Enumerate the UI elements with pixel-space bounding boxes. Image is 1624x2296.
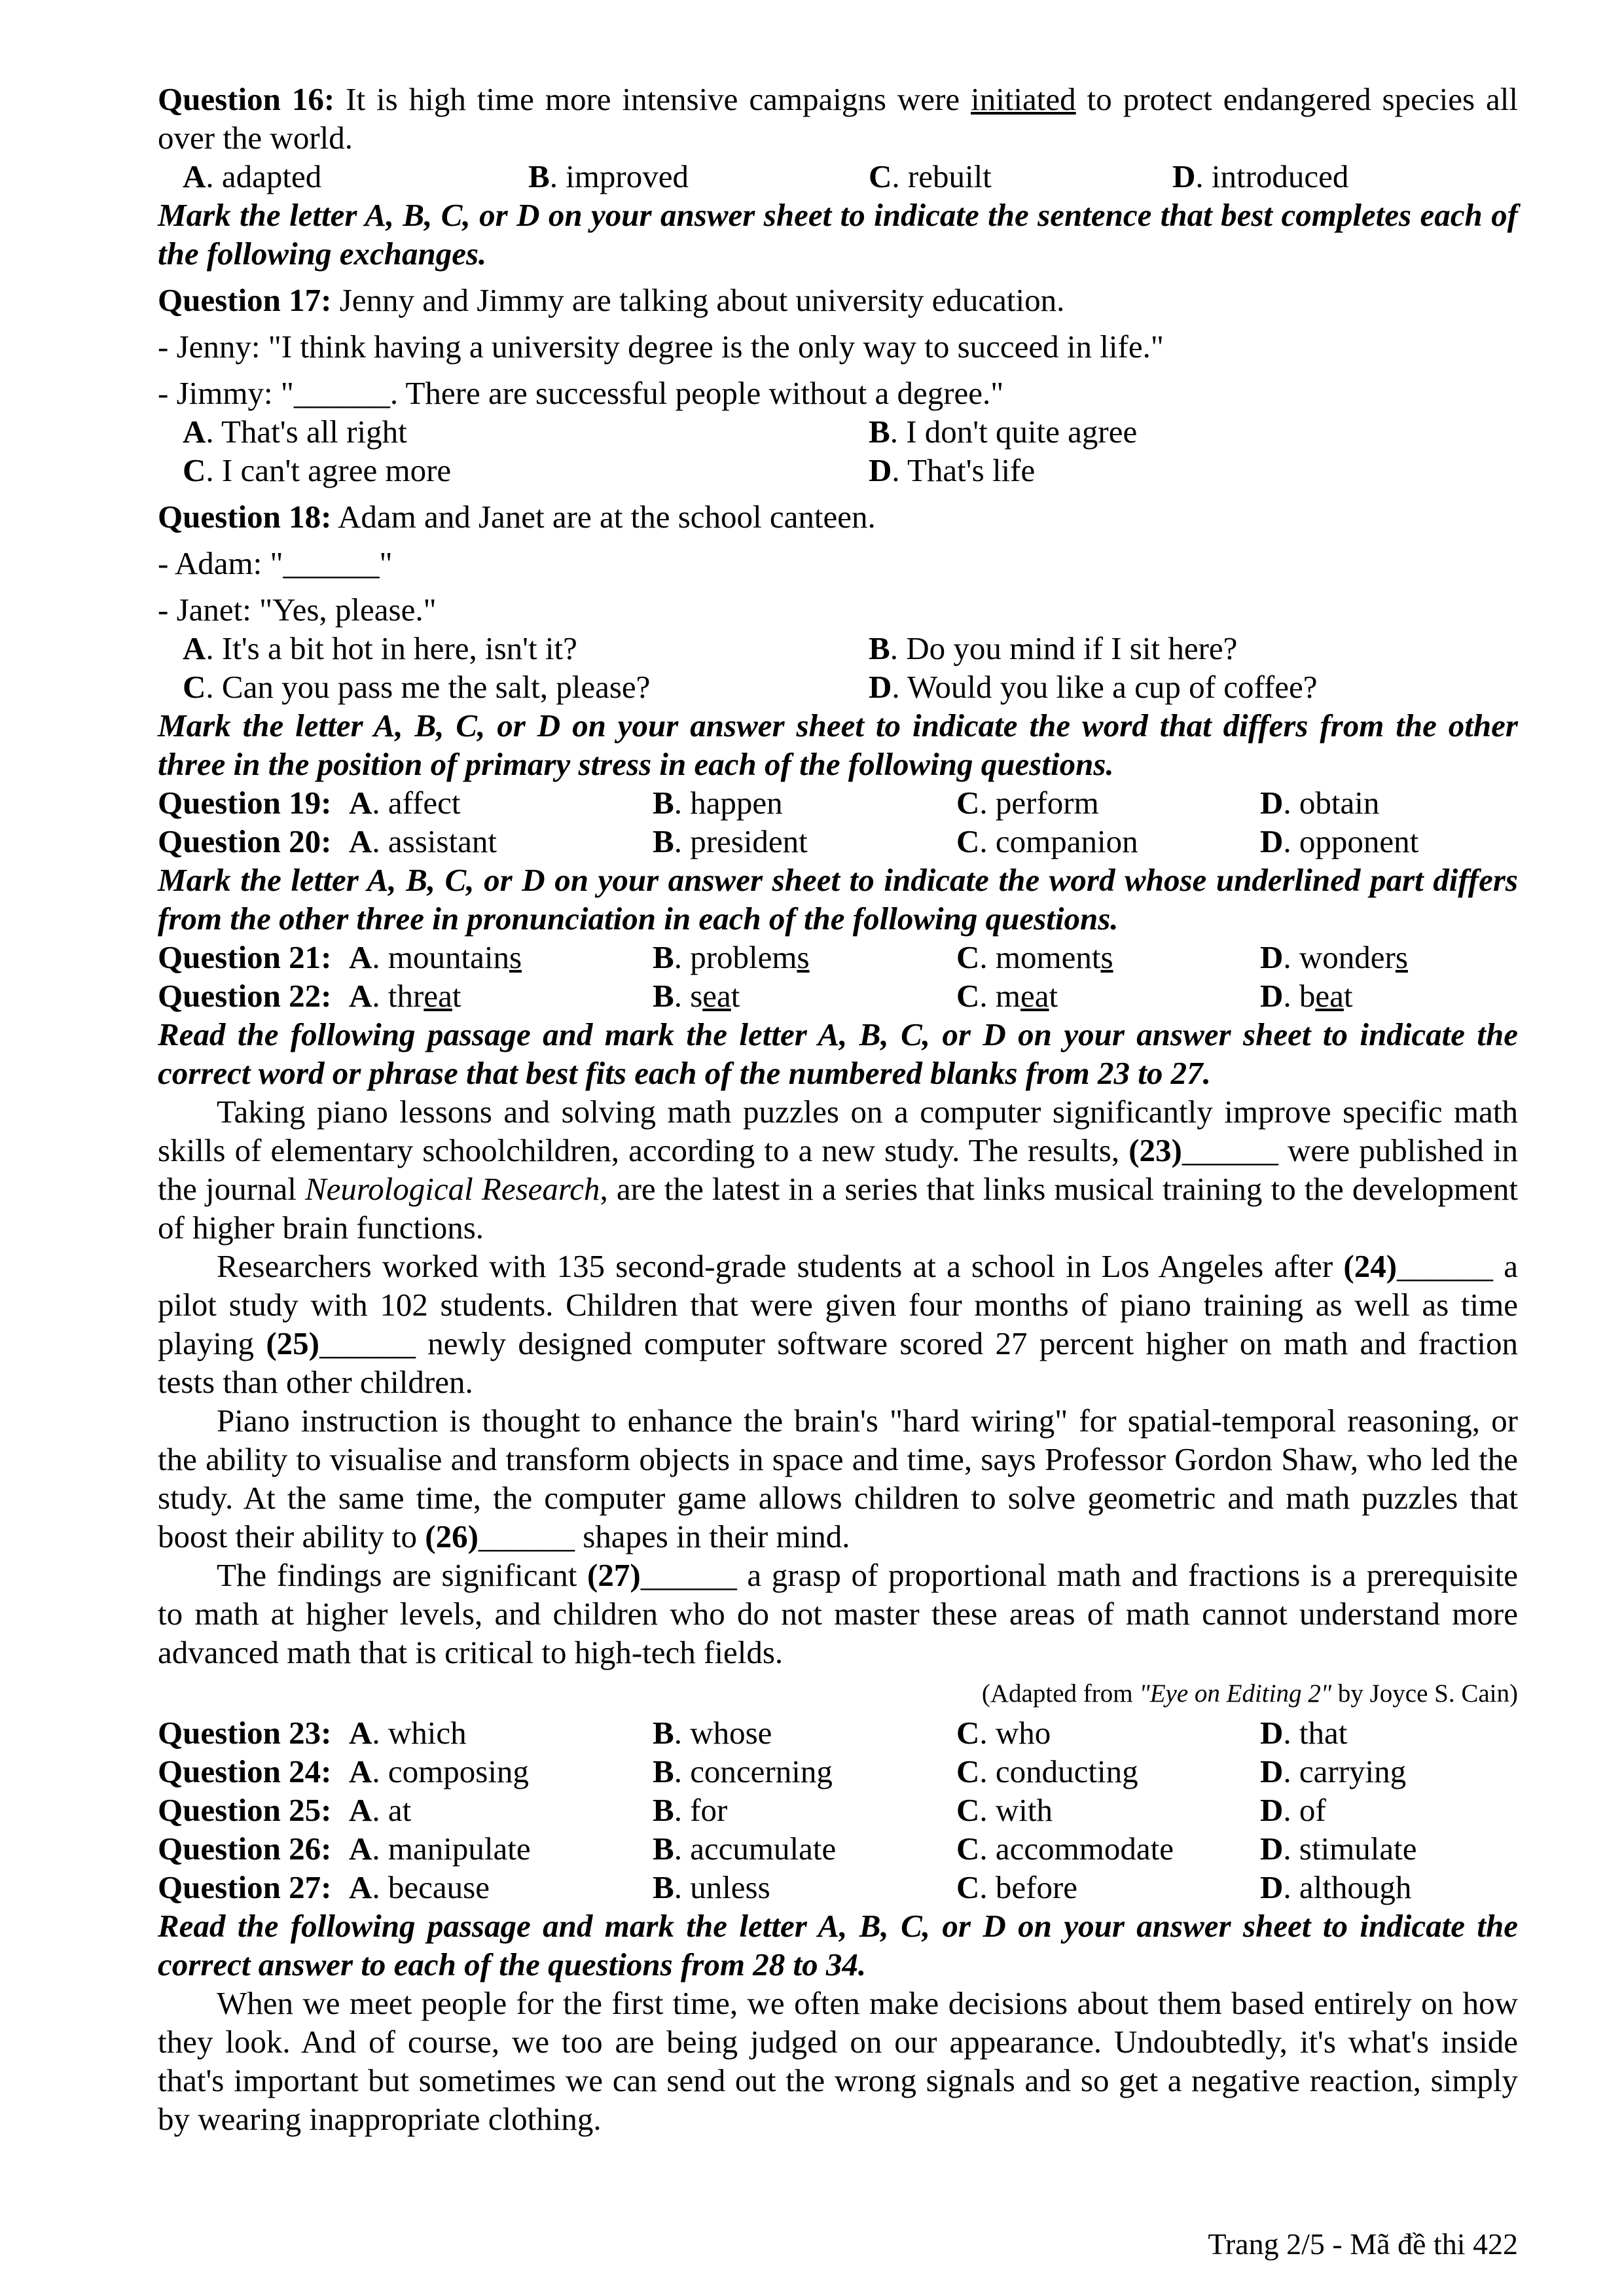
question-label: Question 21: [158,939,332,975]
option-a[interactable]: A. at [349,1792,412,1828]
blank-27: (27) [587,1557,641,1593]
question-16-options [158,157,1518,196]
option-a[interactable]: A. composing [349,1753,529,1789]
passage-2-paragraph-1: When we meet people for the first time, we often make decisions about them based entirely on how they look. And of course, we too are being judged on our appearance. Undoubtedly, it's what's inside that's important but sometimes we can send out the wrong signals and so get a negative reaction, simply by wearing inappropriate clothing. [158,1985,1518,2137]
question-label: Question 24: [158,1753,332,1789]
underlined-word: initiated [971,81,1076,117]
option-a[interactable]: A. which [349,1715,467,1751]
option-b[interactable]: B. for [653,1792,728,1828]
option-a[interactable]: A. because [349,1869,490,1905]
option-d[interactable]: D. of [1260,1792,1326,1828]
option-a[interactable]: A. threat [349,978,461,1014]
option-d[interactable]: D. obtain [1260,785,1380,821]
option-a[interactable]: A. manipulate [349,1831,531,1867]
question-25 [158,1791,1518,1829]
question-22 [158,977,1518,1015]
question-label: Question 23: [158,1715,332,1751]
passage-1-paragraph-2: Researchers worked with 135 second-grade students at a school in Los Angeles after (24)______ a pilot study with 102 students. Children that were given four months of piano training as well as time playing (25)______ newly designed computer software scored 27 percent higher on math and fraction tests than other children. [158,1248,1519,1400]
option-b[interactable]: B. unless [653,1869,770,1905]
question-24 [158,1752,1518,1791]
question-18: Question 18: Adam and Janet are at the school canteen. [158,499,876,535]
option-b[interactable]: B. seat [653,978,740,1014]
question-label: Question 18: [158,499,332,535]
option-b[interactable]: B. happen [653,785,783,821]
option-a[interactable]: A. That's all right [183,414,407,450]
option-b[interactable]: B. concerning [653,1753,833,1789]
option-d[interactable]: D. stimulate [1260,1831,1417,1867]
instruction-stress: Mark the letter A, B, C, or D on your answer sheet to indicate the word that differs from the other three in the position of primary stress in each of the following questions. [158,708,1518,782]
instruction-pronunciation: Mark the letter A, B, C, or D on your answer sheet to indicate the word whose underlined part differs from the other three in pronunciation in each of the following questions. [158,862,1518,937]
option-c[interactable]: C. accommodate [956,1831,1174,1867]
option-c[interactable]: C. before [956,1869,1078,1905]
exam-page [158,80,1518,2138]
option-c[interactable]: C. Can you pass me the salt, please? [183,669,651,705]
question-label: Question 16: [158,81,335,117]
blank-25: (25) [266,1325,319,1361]
passage-1-paragraph-3: Piano instruction is thought to enhance the brain's "hard wiring" for spatial-temporal reasoning, or the ability to visualise and transform objects in space and time, says Professor Gordon Shaw, who led the study. At the same time, the computer game allows children to solve geometric and math puzzles that boost their ability to (26)______ shapes in their mind. [158,1403,1518,1554]
dialogue-line: - Jenny: "I think having a university degree is the only way to succeed in life." [158,329,1164,365]
question-label: Question 17: [158,282,332,318]
option-d[interactable]: D. although [1260,1869,1412,1905]
option-b[interactable]: B. whose [653,1715,772,1751]
option-d[interactable]: D. That's life [869,452,1036,488]
option-d[interactable]: D. beat [1260,978,1353,1014]
option-b[interactable]: B. I don't quite agree [869,414,1138,450]
option-d[interactable]: D. opponent [1260,823,1419,859]
dialogue-line: - Janet: "Yes, please." [158,592,437,628]
option-d[interactable]: D. carrying [1260,1753,1407,1789]
question-20 [158,822,1518,861]
blank-26: (26) [425,1518,478,1554]
option-b[interactable]: B. Do you mind if I sit here? [869,630,1238,666]
question-label: Question 20: [158,823,332,859]
question-label: Question 27: [158,1869,332,1905]
question-label: Question 22: [158,978,332,1014]
instruction-exchanges: Mark the letter A, B, C, or D on your answer sheet to indicate the sentence that best completes each of the following exchanges. [158,197,1518,272]
option-d[interactable]: D. that [1260,1715,1348,1751]
question-17-options-row-2 [158,451,1518,490]
question-17-options-row-1 [158,412,1518,451]
question-16: Question 16: It is high time more intensive campaigns were initiated to protect endangered species all over the world. [158,81,1518,156]
question-23 [158,1713,1518,1752]
option-c[interactable]: C. with [956,1792,1053,1828]
option-c[interactable]: C. conducting [956,1753,1138,1789]
option-c[interactable]: C. I can't agree more [183,452,452,488]
question-18-options-row-1 [158,629,1518,668]
option-c[interactable]: C. moments [956,939,1113,975]
option-c[interactable]: C. meat [956,978,1058,1014]
option-a[interactable]: A. adapted [183,158,322,194]
question-18-options-row-2 [158,668,1518,706]
option-d[interactable]: D. Would you like a cup of coffee? [869,669,1318,705]
question-label: Question 26: [158,1831,332,1867]
passage-source: (Adapted from "Eye on Editing 2" by Joyce S. Cain) [981,1679,1518,1708]
journal-title: Neurological Research [305,1171,600,1207]
option-c[interactable]: C. who [956,1715,1051,1751]
option-a[interactable]: A. It's a bit hot in here, isn't it? [183,630,577,666]
option-c[interactable]: C. companion [956,823,1138,859]
question-27 [158,1868,1518,1907]
instruction-passage-2: Read the following passage and mark the letter A, B, C, or D on your answer sheet to indicate the correct answer to each of the questions from 28 to 34. [158,1908,1518,1982]
blank-24: (24) [1343,1248,1398,1284]
option-b[interactable]: B. problems [653,939,810,975]
option-d[interactable]: D. introduced [1172,158,1349,194]
instruction-passage-1: Read the following passage and mark the letter A, B, C, or D on your answer sheet to indicate the correct word or phrase that best fits each of the numbered blanks from 23 to 27. [158,1016,1518,1091]
dialogue-line: - Jimmy: "______. There are successful people without a degree." [158,375,1004,411]
option-b[interactable]: B. president [653,823,808,859]
blank-23: (23) [1128,1132,1182,1168]
page-footer: Trang 2/5 - Mã đề thi 422 [1208,2227,1518,2261]
passage-1-paragraph-1: Taking piano lessons and solving math puzzles on a computer significantly improve specific math skills of elementary schoolchildren, according to a new study. The results, (23)______ were published in the journal Neurological Research, are the latest in a series that links musical training to the development of higher brain functions. [158,1094,1519,1246]
question-19 [158,783,1518,822]
option-a[interactable]: A. affect [349,785,461,821]
question-21 [158,938,1518,977]
question-17: Question 17: Jenny and Jimmy are talking about university education. [158,282,1065,318]
option-c[interactable]: C. rebuilt [869,158,992,194]
question-26 [158,1829,1518,1868]
passage-1-paragraph-4: The findings are significant (27)______ a grasp of proportional math and fractions is a prerequisite to math at higher levels, and children who do not master these areas of math cannot understand more advanced math that is critical to high-tech fields. [158,1557,1518,1670]
option-a[interactable]: A. assistant [349,823,497,859]
question-label: Question 19: [158,785,332,821]
option-b[interactable]: B. accumulate [653,1831,837,1867]
option-d[interactable]: D. wonders [1260,939,1408,975]
question-label: Question 25: [158,1792,332,1828]
option-c[interactable]: C. perform [956,785,1099,821]
dialogue-line: - Adam: "______" [158,545,393,581]
option-a[interactable]: A. mountains [349,939,522,975]
option-b[interactable]: B. improved [528,158,689,194]
